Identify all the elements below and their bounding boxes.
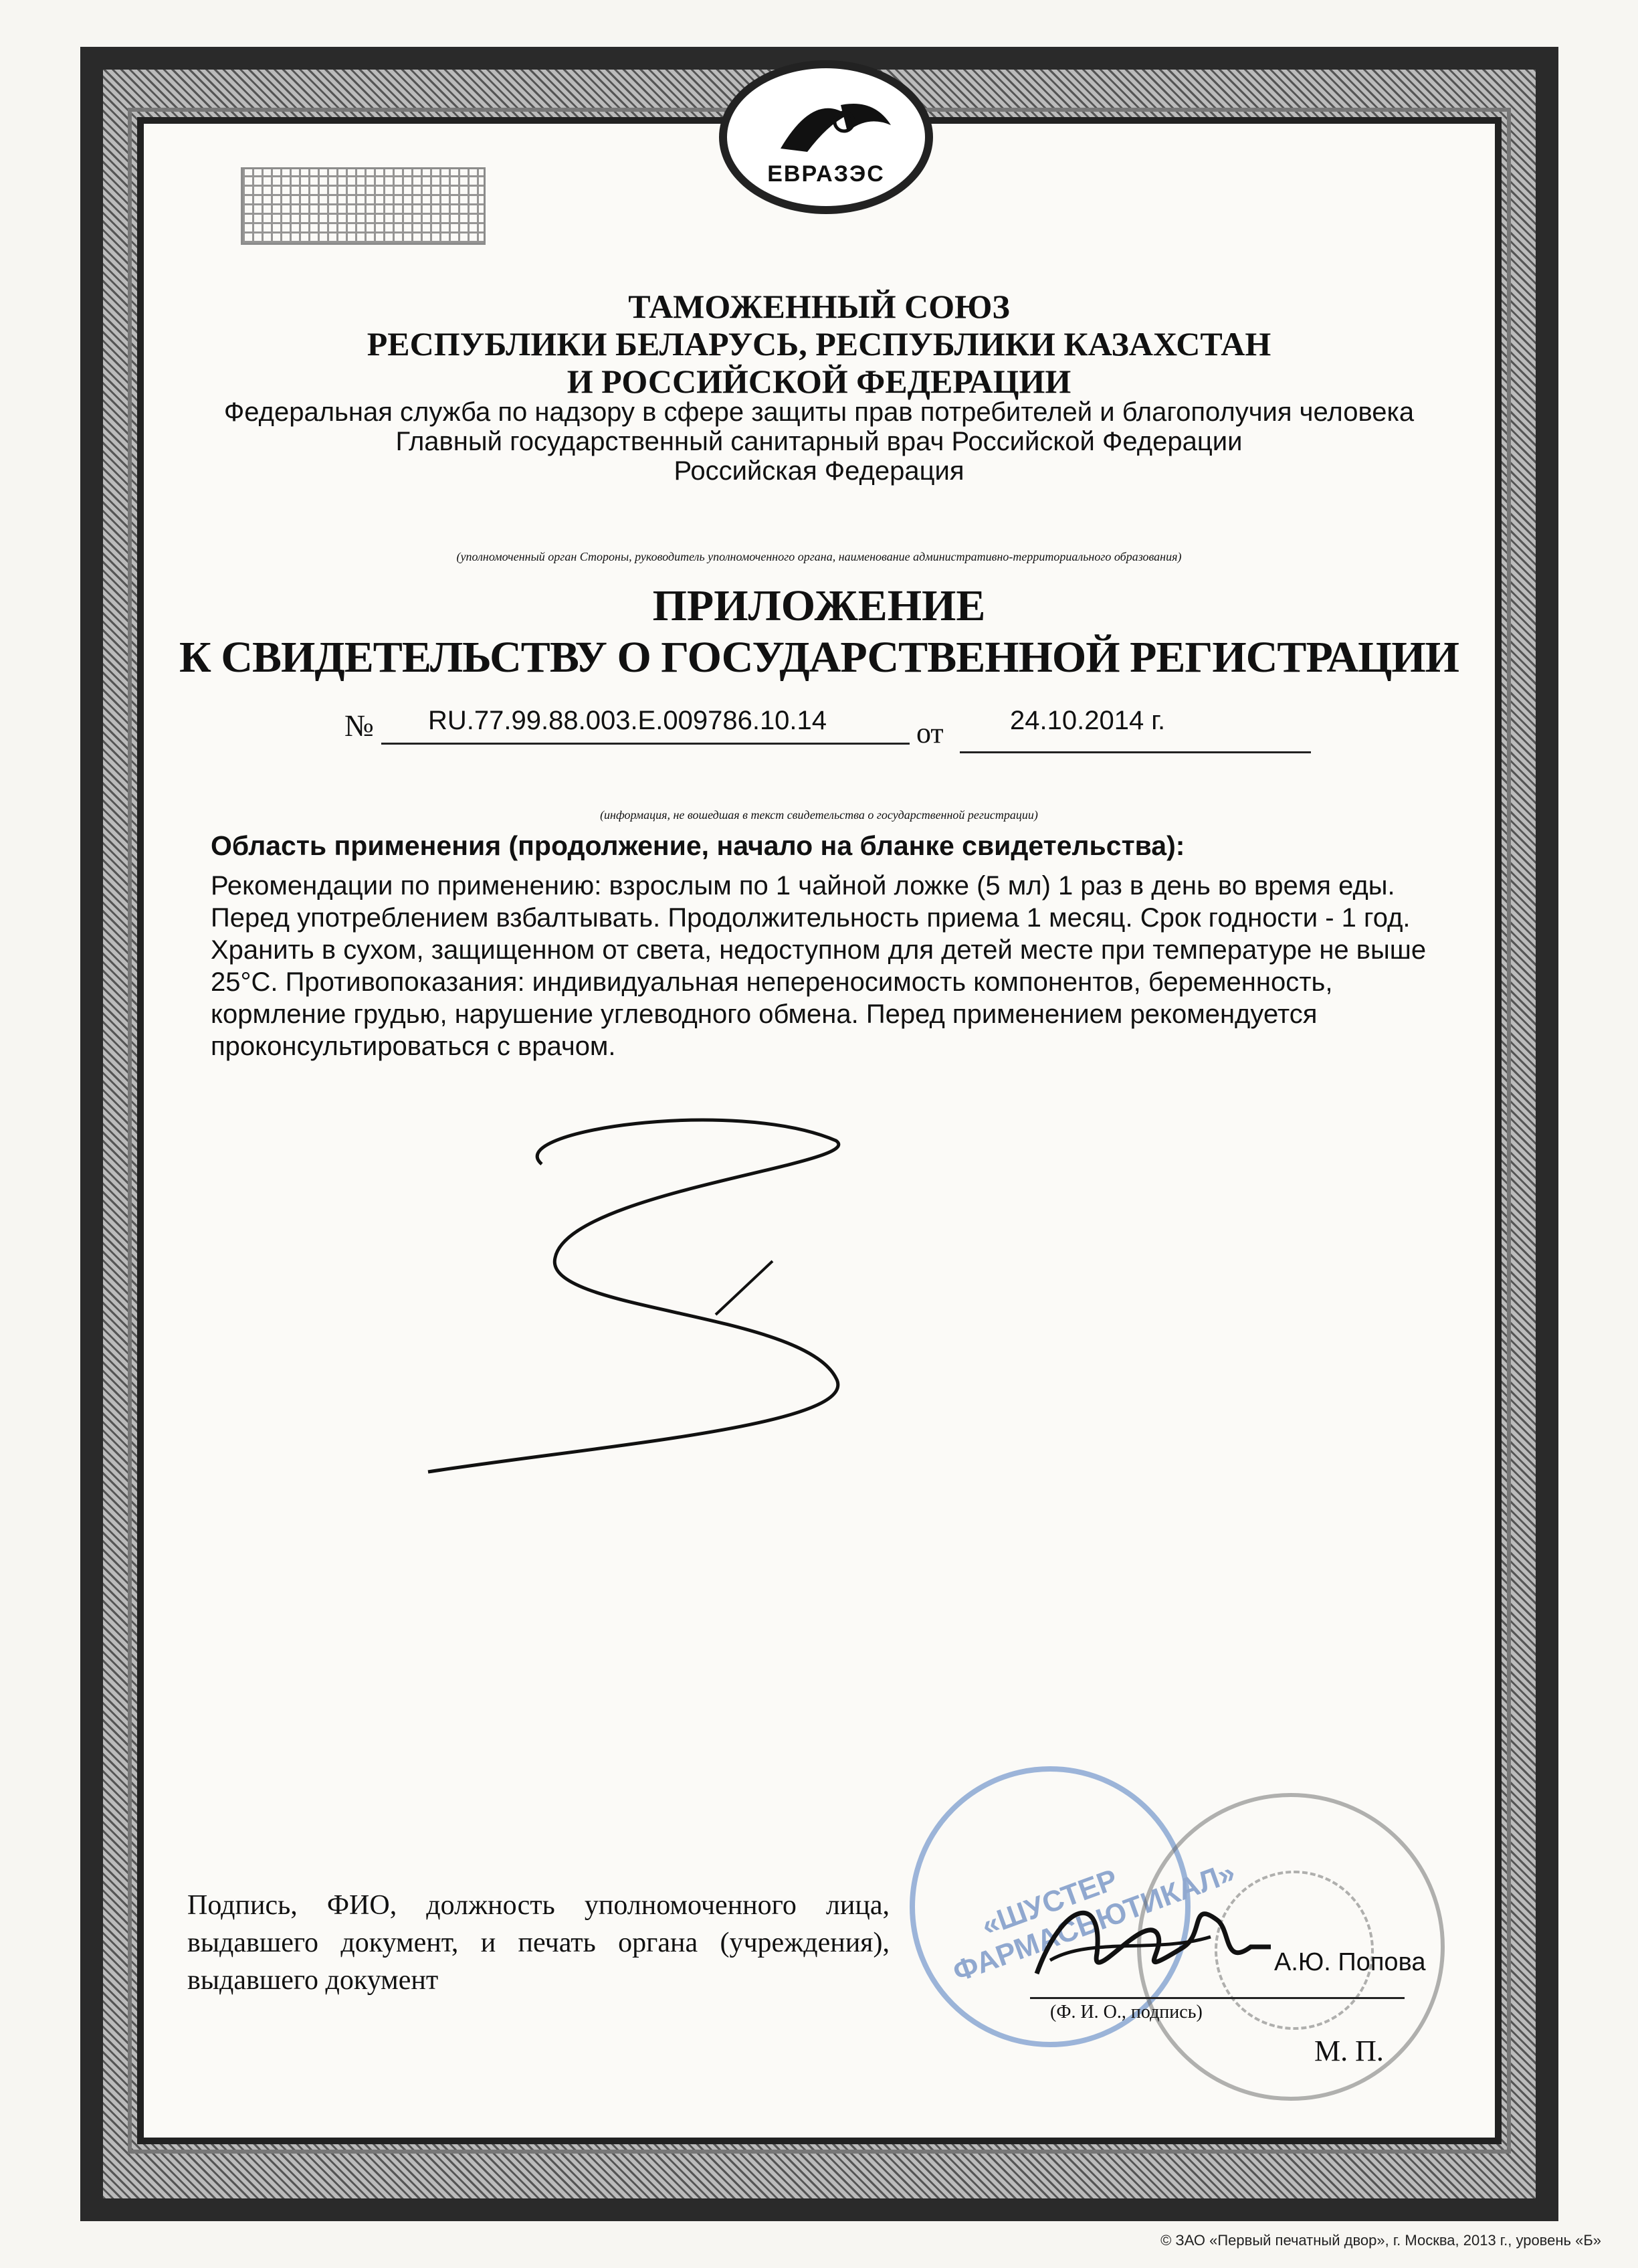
cross-out-mark bbox=[401, 1111, 1150, 1492]
signature-label: Подпись, ФИО, должность уполномоченного лица, выдавшего документ, и печать органа (учреждения), выдавшего документ bbox=[187, 1890, 890, 1996]
date-underline bbox=[960, 751, 1311, 753]
number-underline bbox=[381, 743, 910, 745]
date-prefix: от bbox=[916, 717, 944, 749]
registration-number: RU.77.99.88.003.E.009786.10.14 bbox=[428, 706, 827, 735]
registration-date: 24.10.2014 г. bbox=[1010, 706, 1166, 735]
stamp-text: «ШУСТЕР ФАРМАСЬЮТИКАЛ» bbox=[948, 1855, 1240, 1989]
authority-line-3: Российская Федерация bbox=[674, 456, 964, 486]
section-heading: Область применения (продолжение, начало на бланке свидетельства): bbox=[211, 830, 1185, 861]
header-line-2: РЕСПУБЛИКИ БЕЛАРУСЬ, РЕСПУБЛИКИ КАЗАХСТАН bbox=[367, 325, 1271, 363]
signatory-name: А.Ю. Попова bbox=[1274, 1948, 1426, 1976]
footer-imprint: © ЗАО «Первый печатный двор», г. Москва, 2013 г., уровень «Б» bbox=[1160, 2232, 1601, 2249]
security-pattern bbox=[241, 167, 486, 245]
authority-line-1: Федеральная служба по надзору в сфере защиты прав потребителей и благополучия человека bbox=[223, 397, 1415, 427]
number-prefix: № bbox=[344, 708, 374, 743]
section-text: Рекомендации по применению: взрослым по 1 чайной ложке (5 мл) 1 раз в день во время еды. Перед употреблением взбалтывать. Продолжительность приема 1 месяц. Срок годности - 1 год. Хранить в сухом, защищенном от света, недоступном для детей месте при температуре не выше 25°С. Противопоказания: индивидуальная непереносимость компонентов, беременность, кормление грудью, нарушение углеводного обмена. Перед применением рекомендуется проконсультироваться с врачом. bbox=[211, 871, 1427, 1061]
authority-line-2: Главный государственный санитарный врач Российской Федерации bbox=[395, 427, 1243, 456]
fio-underline bbox=[1030, 1997, 1405, 1999]
authority-note: (уполномоченный орган Стороны, руководитель уполномоченного органа, наименование административно-территориального образования) bbox=[456, 550, 1182, 563]
seal-mark: М. П. bbox=[1314, 2035, 1384, 2067]
info-note: (информация, не вошедшая в текст свидетельства о государственной регистрации) bbox=[600, 808, 1038, 822]
header-line-3: И РОССИЙСКОЙ ФЕДЕРАЦИИ bbox=[567, 363, 1071, 400]
page-subtitle: К СВИДЕТЕЛЬСТВУ О ГОСУДАРСТВЕННОЙ РЕГИСТРАЦИИ bbox=[179, 633, 1459, 682]
page-title: ПРИЛОЖЕНИЕ bbox=[652, 581, 986, 630]
header-line-1: ТАМОЖЕННЫЙ СОЮЗ bbox=[628, 288, 1010, 325]
fio-note: (Ф. И. О., подпись) bbox=[1050, 2002, 1203, 2022]
emblem-label: ЕВРАЗЭС bbox=[767, 161, 885, 187]
handwritten-signature bbox=[1023, 1873, 1277, 2000]
evrazes-emblem bbox=[719, 60, 933, 214]
header-union bbox=[0, 288, 1638, 400]
emblem-icon bbox=[767, 85, 901, 165]
